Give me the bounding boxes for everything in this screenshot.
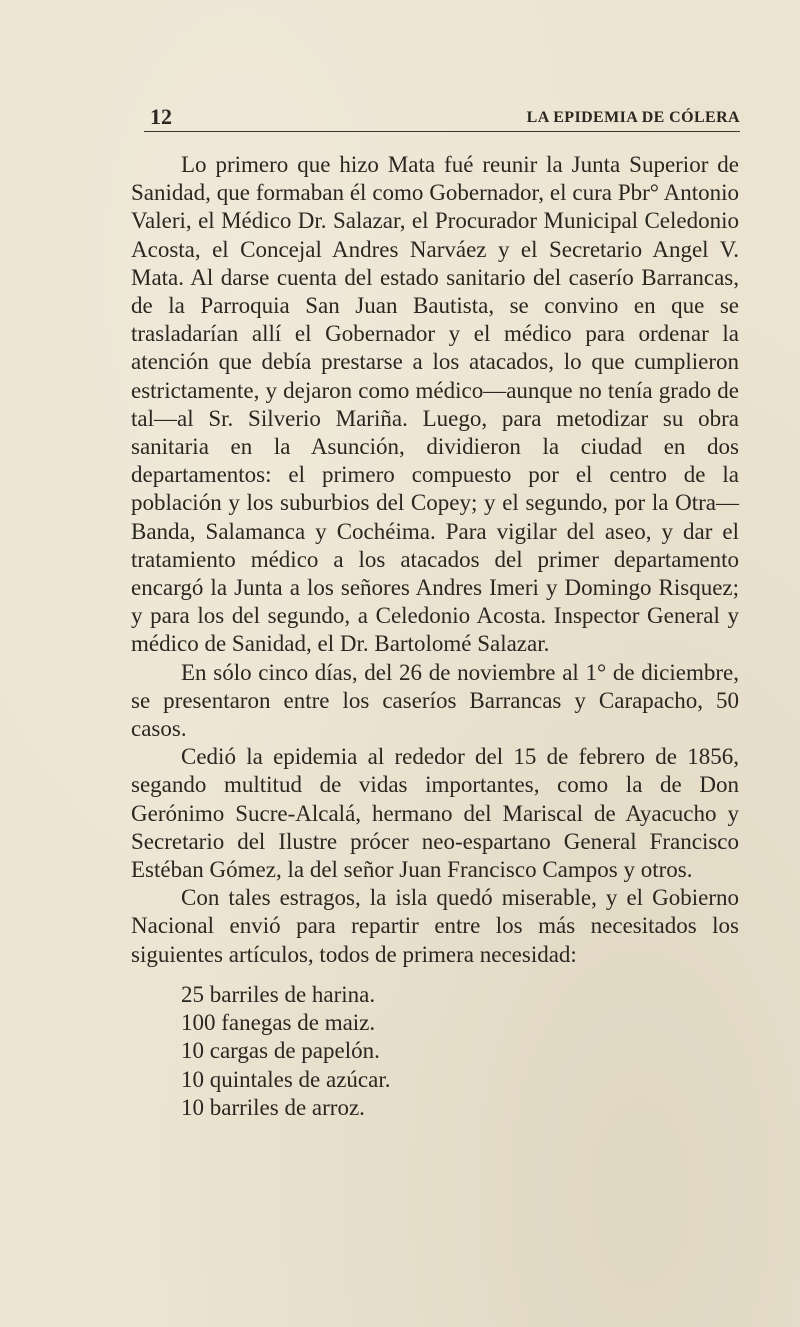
header-rule — [144, 131, 740, 132]
list-item: 25 barriles de harina. — [181, 981, 376, 1007]
supplies-list — [181, 981, 739, 1122]
paragraph-junta: Lo primero que hizo Mata fué reunir la Junta Superior de Sanidad, que formaban él como Gobernador, el cura Pbr° Antonio Valeri, el Médico Dr. Salazar, el Procurador Municipal Celedonio Acosta, el Concejal Andres Narváez y el Secretario Angel V. Mata. Al darse cuenta del estado sanitario del caserío Barrancas, de la Parroquia San Juan Bautista, se convino en que se trasladarían allí el Gobernador y el médico para ordenar la atención que debía prestarse a los atacados, lo que cumplieron estrictamente, y dejaron como médico—aunque no tenía grado de tal—al Sr. Silverio Mariña. Luego, para metodizar su obra sanitaria en la Asunción, dividieron la ciudad en dos departamentos: el primero compuesto por el centro de la población y los suburbios del Copey; y el segundo, por la Otra—Banda, Salamanca y Cochéima. Para vigilar del aseo, y dar el tratamiento médico a los atacados del primer departamento encargó la Junta a los señores Andres Imeri y Domingo Risquez; y para los del segundo, a Celedonio Acosta. Inspector General y médico de Sanidad, el Dr. Bartolomé Salazar. — [131, 152, 739, 657]
list-item: 10 quintales de azúcar. — [181, 1066, 391, 1092]
list-item: 10 barriles de arroz. — [181, 1094, 365, 1120]
list-item: 100 fanegas de maiz. — [181, 1010, 376, 1036]
body-text — [131, 151, 739, 1122]
list-item: 10 cargas de papelón. — [181, 1038, 380, 1064]
page-header — [144, 104, 740, 132]
paragraph-epidemic-end: Cedió la epidemia al rededor del 15 de febrero de 1856, segando multitud de vidas importantes, como la de Don Gerónimo Sucre-Alcalá, hermano del Mariscal de Ayacucho y Secretario del Ilustre prócer neo-espartano General Francisco Estéban Gómez, la del señor Juan Francisco Campos y otros. — [131, 744, 739, 883]
paragraph-cases: En sólo cinco días, del 26 de noviembre al 1° de diciembre, se presentaron entre los caseríos Barrancas y Carapacho, 50 casos. — [131, 659, 739, 742]
paragraph-government-aid: Con tales estragos, la isla quedó miserable, y el Gobierno Nacional envió para repartir entre los más necesitados los siguientes artículos, todos de primera necesidad: — [131, 885, 739, 967]
running-title: LA EPIDEMIA DE CÓLERA — [526, 109, 740, 126]
page-number: 12 — [150, 104, 172, 129]
